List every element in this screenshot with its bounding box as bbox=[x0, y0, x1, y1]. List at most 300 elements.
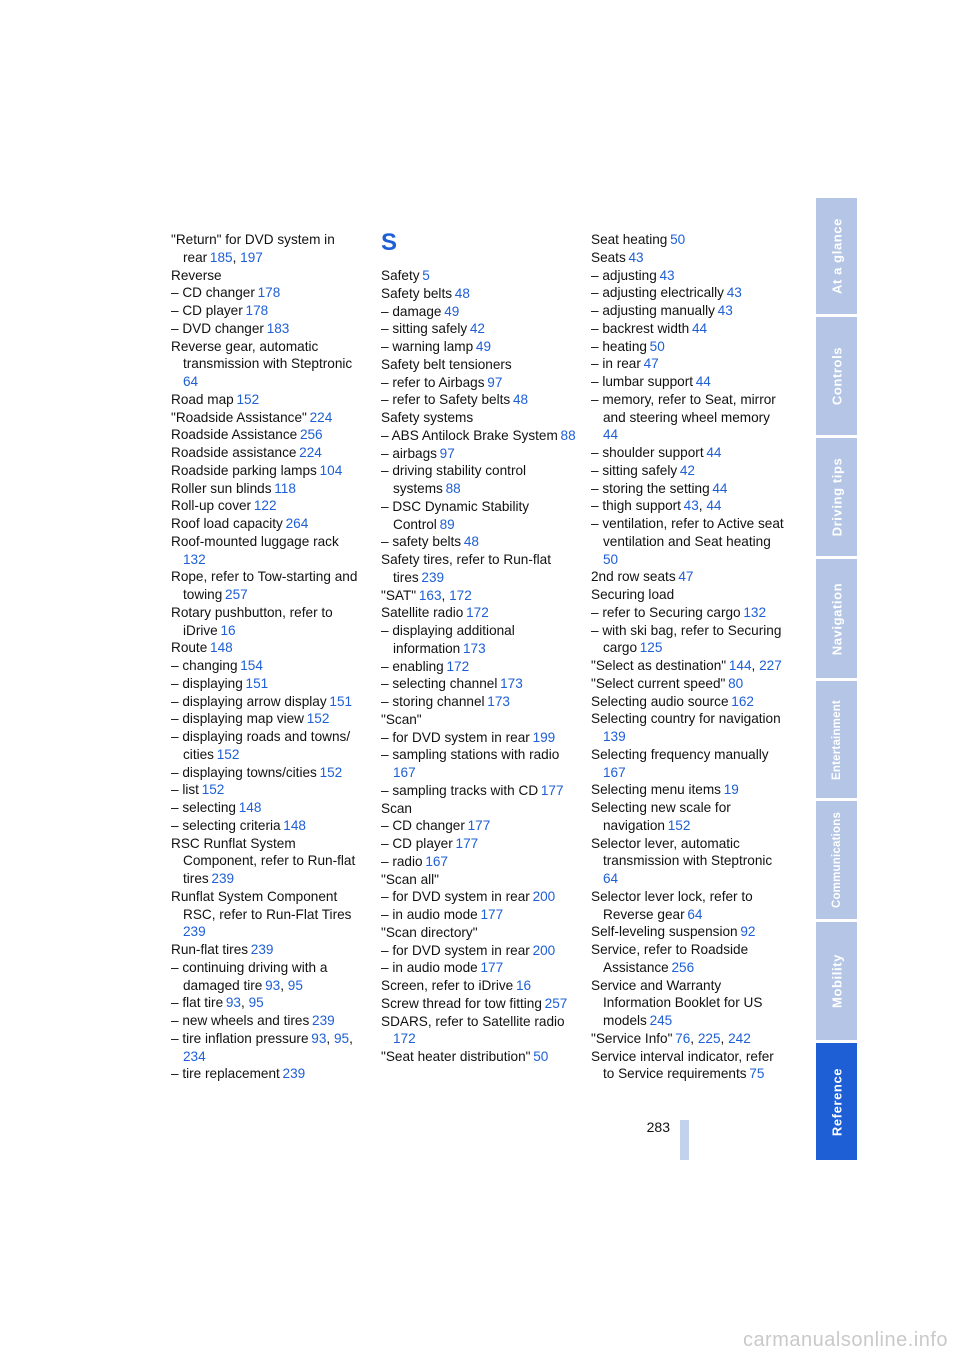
index-entry bbox=[381, 658, 577, 676]
index-entry bbox=[381, 391, 577, 409]
page-reference-link[interactable]: 97 bbox=[439, 445, 455, 461]
index-entry-text: – in audio mode bbox=[381, 960, 478, 976]
index-entry-text: "Seat heater distribution" bbox=[381, 1049, 531, 1064]
index-entry bbox=[171, 444, 361, 462]
page-reference-link[interactable]: 43 bbox=[628, 249, 644, 265]
index-entry-text: Selecting frequency manually bbox=[591, 746, 769, 762]
section-tab-reference[interactable] bbox=[816, 1043, 857, 1160]
index-entry bbox=[381, 427, 577, 445]
page-reference-link[interactable]: 239 bbox=[211, 871, 235, 886]
page-reference-link[interactable]: 148 bbox=[210, 640, 233, 656]
page-reference-link[interactable]: 151 bbox=[245, 675, 269, 691]
index-entry-text: Reverse gear, automatic transmission with Steptronic bbox=[171, 338, 353, 372]
index-entry-text: "Scan" bbox=[381, 711, 422, 727]
index-entry bbox=[171, 568, 361, 604]
index-entry-text: – storing channel bbox=[381, 694, 485, 709]
index-entry-text: Self-leveling suspension bbox=[591, 924, 738, 940]
page-reference-link[interactable]: 93 bbox=[265, 977, 281, 993]
index-entry bbox=[591, 444, 787, 462]
index-entry-text: Selecting country for navigation bbox=[591, 711, 781, 727]
index-entry-text: "Scan all" bbox=[381, 871, 440, 887]
page-separator: , bbox=[751, 658, 760, 673]
index-entry-text: Service and Warranty Information Booklet for US models bbox=[591, 977, 763, 1028]
index-entry-text: – CD changer bbox=[381, 818, 465, 834]
index-entry-text: – flat tire bbox=[171, 995, 224, 1011]
page-reference-link[interactable]: 264 bbox=[285, 516, 309, 531]
index-entry-text: – sitting safely bbox=[381, 321, 468, 337]
index-entry-text: Route bbox=[171, 640, 208, 656]
index-entry bbox=[591, 231, 787, 249]
index-entry bbox=[381, 782, 577, 800]
index-entry bbox=[171, 728, 361, 764]
index-entry-text: Selector lever lock, refer to Reverse gear bbox=[591, 888, 753, 922]
index-entry-text: – in audio mode bbox=[381, 907, 478, 922]
page-reference-link[interactable]: 43 bbox=[659, 267, 675, 283]
index-entry-text: – in rear bbox=[591, 356, 641, 372]
page-reference-link[interactable]: 89 bbox=[439, 516, 455, 532]
section-tab-label: Controls bbox=[829, 346, 844, 406]
page-reference-link[interactable]: 256 bbox=[671, 959, 695, 975]
index-entry-text: Screw thread for tow fitting bbox=[381, 995, 542, 1011]
page-reference-link[interactable]: 256 bbox=[299, 427, 323, 443]
index-entry-text: – enabling bbox=[381, 658, 444, 674]
index-entry bbox=[381, 800, 577, 818]
index-entry bbox=[591, 1030, 787, 1048]
index-entry-text: – selecting criteria bbox=[171, 817, 281, 833]
index-entry bbox=[591, 888, 787, 924]
page-reference-link[interactable]: 49 bbox=[475, 339, 492, 354]
index-entry bbox=[171, 604, 361, 640]
index-entry bbox=[381, 622, 577, 658]
index-entry-text: Roll-up cover bbox=[171, 498, 252, 514]
index-entry bbox=[381, 942, 577, 960]
page-number: 283 bbox=[646, 1119, 670, 1135]
page-reference-link[interactable]: 234 bbox=[183, 1048, 206, 1064]
index-entry bbox=[171, 480, 361, 498]
page-reference-link[interactable]: 76 bbox=[675, 1030, 691, 1046]
page-reference-link[interactable]: 48 bbox=[454, 285, 470, 301]
page-reference-link[interactable]: 44 bbox=[603, 427, 619, 443]
index-entry bbox=[171, 1012, 361, 1030]
index-entry-text: – for DVD system in rear bbox=[381, 889, 530, 905]
index-entry-text: Satellite radio bbox=[381, 605, 464, 621]
index-entry-text: – thigh support bbox=[591, 498, 681, 514]
page-reference-link[interactable]: 44 bbox=[706, 498, 722, 514]
index-entry-text: – tire replacement bbox=[171, 1066, 280, 1082]
index-entry bbox=[591, 497, 787, 515]
index-entry bbox=[591, 391, 787, 444]
page-reference-link[interactable]: 104 bbox=[319, 462, 343, 478]
page-separator: , bbox=[698, 498, 707, 514]
page-reference-link[interactable]: 177 bbox=[540, 782, 564, 798]
index-entry bbox=[381, 995, 577, 1013]
index-entry-text: – damage bbox=[381, 303, 442, 319]
page-reference-link[interactable]: 48 bbox=[512, 392, 529, 408]
index-entry-text: – displaying additional information bbox=[381, 623, 515, 656]
page-reference-link[interactable]: 43 bbox=[717, 303, 733, 318]
index-entry bbox=[381, 853, 577, 871]
index-entry bbox=[381, 356, 577, 374]
page-reference-link[interactable]: 152 bbox=[236, 391, 260, 407]
page-reference-link[interactable]: 95 bbox=[248, 995, 264, 1011]
index-entry-text: Reverse bbox=[171, 267, 222, 283]
page-reference-link[interactable]: 95 bbox=[333, 1030, 350, 1046]
index-entry-text: Selecting audio source bbox=[591, 693, 729, 709]
index-entry bbox=[381, 338, 577, 356]
index-entry-text: – refer to Securing cargo bbox=[591, 604, 741, 620]
page-reference-link[interactable]: 139 bbox=[603, 729, 626, 744]
index-entry bbox=[591, 657, 787, 675]
page-reference-link[interactable]: 257 bbox=[544, 995, 568, 1011]
index-entry-text: 2nd row seats bbox=[591, 569, 676, 585]
index-entry-text: – refer to Airbags bbox=[381, 374, 485, 390]
index-entry bbox=[381, 374, 577, 392]
page-reference-link[interactable]: 125 bbox=[639, 640, 663, 656]
index-entry bbox=[171, 533, 361, 569]
index-entry-text: – ventilation, refer to Active seat ventilation and Seat heating bbox=[591, 516, 784, 549]
index-entry-text: Safety belt tensioners bbox=[381, 356, 512, 372]
page-reference-link[interactable]: 5 bbox=[422, 268, 430, 283]
index-entry-text: Service, refer to Roadside Assistance bbox=[591, 942, 749, 975]
page-reference-link[interactable]: 92 bbox=[740, 924, 756, 940]
index-entry-text: – DSC Dynamic Stability Control bbox=[381, 498, 530, 532]
page-reference-link[interactable]: 80 bbox=[728, 675, 744, 691]
section-tab-label: Driving tips bbox=[829, 457, 844, 537]
index-entry bbox=[591, 515, 787, 568]
index-entry-text: – CD player bbox=[171, 303, 243, 318]
index-entry bbox=[381, 267, 577, 285]
section-tab-label: Communications bbox=[830, 811, 843, 909]
page-reference-link[interactable]: 177 bbox=[480, 907, 504, 922]
page-reference-link[interactable]: 172 bbox=[446, 658, 470, 674]
index-entry bbox=[171, 515, 361, 533]
index-entry bbox=[591, 302, 787, 320]
page-reference-link[interactable]: 239 bbox=[282, 1066, 306, 1082]
page-reference-link[interactable]: 152 bbox=[216, 746, 240, 762]
index-entry bbox=[171, 639, 361, 657]
page-reference-link[interactable]: 167 bbox=[425, 853, 448, 869]
index-entry-text: – new wheels and tires bbox=[171, 1013, 310, 1028]
index-entry bbox=[381, 604, 577, 622]
index-entry bbox=[591, 480, 787, 498]
index-entry-text: – displaying towns/cities bbox=[171, 764, 317, 780]
index-entry bbox=[381, 977, 577, 995]
page-reference-link[interactable]: 224 bbox=[299, 445, 322, 460]
index-entry bbox=[591, 355, 787, 373]
index-entry-text: – DVD changer bbox=[171, 320, 264, 336]
index-entry-text: – changing bbox=[171, 658, 238, 673]
page-reference-link[interactable]: 42 bbox=[679, 462, 695, 478]
index-entry-text: "Scan directory" bbox=[381, 924, 478, 940]
page-reference-link[interactable]: 16 bbox=[515, 978, 532, 993]
index-entry-text: Selecting new scale for navigation bbox=[591, 800, 731, 833]
index-entry bbox=[381, 817, 577, 835]
index-entry-text: Roof load capacity bbox=[171, 516, 283, 531]
page-reference-link[interactable]: 148 bbox=[238, 800, 262, 815]
page-reference-link[interactable]: 148 bbox=[283, 817, 306, 833]
page-reference-link[interactable]: 152 bbox=[201, 782, 225, 798]
index-entry bbox=[171, 835, 361, 888]
index-entry-text: – sampling tracks with CD bbox=[381, 782, 539, 798]
index-entry-text: – backrest width bbox=[591, 320, 690, 336]
page-reference-link[interactable]: 257 bbox=[225, 587, 248, 602]
index-entry-text: – continuing driving with a damaged tire bbox=[171, 959, 328, 993]
section-tab-label: Mobility bbox=[829, 954, 844, 1008]
index-entry bbox=[591, 249, 787, 267]
page-reference-link[interactable]: 50 bbox=[649, 338, 665, 354]
index-entry-text: Scan bbox=[381, 800, 412, 816]
index-entry bbox=[591, 710, 787, 746]
index-entry bbox=[591, 604, 787, 622]
index-entry bbox=[381, 693, 577, 711]
page-reference-link[interactable]: 88 bbox=[560, 427, 576, 443]
page-reference-link[interactable]: 239 bbox=[183, 924, 206, 940]
page-separator: , bbox=[441, 587, 450, 603]
page-reference-link[interactable]: 197 bbox=[240, 249, 263, 265]
index-entry-text: – refer to Safety belts bbox=[381, 392, 511, 408]
index-column-2 bbox=[381, 231, 577, 1066]
page-reference-link[interactable]: 75 bbox=[749, 1066, 765, 1082]
page-reference-link[interactable]: 49 bbox=[444, 303, 460, 319]
section-tab-entertainment[interactable] bbox=[816, 681, 857, 798]
page-reference-link[interactable]: 64 bbox=[603, 871, 619, 886]
page-reference-link[interactable]: 177 bbox=[480, 960, 504, 976]
index-entry bbox=[381, 409, 577, 427]
index-entry bbox=[381, 462, 577, 498]
index-entry-text: – displaying map view bbox=[171, 711, 304, 727]
index-entry bbox=[171, 888, 361, 941]
watermark: carmanualsonline.info bbox=[742, 1329, 948, 1351]
page-reference-link[interactable]: 16 bbox=[220, 622, 236, 638]
page-reference-link[interactable]: 178 bbox=[245, 303, 269, 318]
index-entry bbox=[591, 799, 787, 835]
index-entry-text: "Select as destination" bbox=[591, 658, 727, 673]
page-reference-link[interactable]: 42 bbox=[469, 321, 485, 337]
page-reference-link[interactable]: 224 bbox=[309, 409, 333, 425]
page-reference-link[interactable]: 48 bbox=[463, 534, 479, 550]
index-entry-text: – for DVD system in rear bbox=[381, 729, 530, 745]
page-reference-link[interactable]: 118 bbox=[274, 480, 296, 496]
page-reference-link[interactable]: 43 bbox=[683, 498, 699, 514]
section-tab-navigation[interactable] bbox=[816, 559, 857, 678]
page-reference-link[interactable]: 172 bbox=[449, 587, 472, 603]
index-entry-text: Seat heating bbox=[591, 232, 668, 247]
section-tab-mobility[interactable] bbox=[816, 922, 857, 1040]
index-entry bbox=[171, 941, 361, 959]
page-reference-link[interactable]: 88 bbox=[445, 481, 461, 496]
index-entry bbox=[591, 462, 787, 480]
index-entry-text: Roadside Assistance bbox=[171, 427, 298, 443]
page-reference-link[interactable]: 173 bbox=[500, 676, 523, 692]
page-reference-link[interactable]: 44 bbox=[712, 480, 728, 496]
index-entry-text: – sampling stations with radio bbox=[381, 747, 560, 763]
page-reference-link[interactable]: 154 bbox=[240, 658, 263, 673]
index-entry bbox=[171, 320, 361, 338]
page-reference-link[interactable]: 50 bbox=[603, 551, 619, 567]
index-entry-text: – shoulder support bbox=[591, 445, 704, 460]
index-entry bbox=[381, 320, 577, 338]
page-reference-link[interactable]: 93 bbox=[225, 995, 241, 1011]
index-entry bbox=[171, 781, 361, 799]
page-reference-link[interactable]: 242 bbox=[728, 1030, 751, 1046]
index-entry-text: Roller sun blinds bbox=[171, 480, 272, 496]
page-reference-link[interactable]: 173 bbox=[462, 640, 486, 656]
page-reference-link[interactable]: 183 bbox=[266, 320, 290, 336]
page-reference-link[interactable]: 167 bbox=[603, 764, 626, 780]
index-entry-text: – adjusting bbox=[591, 267, 657, 283]
page-reference-link[interactable]: 47 bbox=[678, 569, 694, 585]
page-reference-link[interactable]: 19 bbox=[723, 782, 739, 798]
page-reference-link[interactable]: 64 bbox=[183, 374, 199, 389]
page-reference-link[interactable]: 93 bbox=[311, 1030, 327, 1046]
page-reference-link[interactable]: 132 bbox=[743, 604, 767, 620]
index-entry-text: "Return" for DVD system in rear bbox=[171, 232, 335, 265]
page-reference-link[interactable]: 50 bbox=[670, 232, 686, 247]
index-entry bbox=[591, 977, 787, 1030]
index-entry-text: Safety systems bbox=[381, 410, 474, 425]
index-entry bbox=[381, 675, 577, 693]
index-entry-text: Safety tires, refer to Run-flat tires bbox=[381, 552, 551, 585]
page-reference-link[interactable]: 200 bbox=[532, 942, 556, 958]
index-entry-text: Selector lever, automatic transmission with Steptronic bbox=[591, 835, 773, 869]
page-reference-link[interactable]: 172 bbox=[466, 605, 489, 621]
page-reference-link[interactable]: 64 bbox=[687, 906, 703, 922]
page-reference-link[interactable]: 144 bbox=[728, 658, 752, 673]
section-tab-label: Entertainment bbox=[830, 699, 843, 780]
page-separator: , bbox=[690, 1030, 698, 1046]
index-column-3 bbox=[591, 231, 787, 1083]
index-entry-text: RSC Runflat System Component, refer to Run-flat tires bbox=[171, 835, 356, 886]
page-reference-link[interactable]: 227 bbox=[759, 658, 782, 673]
page-reference-link[interactable]: 239 bbox=[250, 942, 274, 957]
index-entry bbox=[171, 1065, 361, 1083]
page-number-bar bbox=[680, 1120, 689, 1160]
index-entry bbox=[381, 711, 577, 729]
page-reference-link[interactable]: 132 bbox=[183, 551, 206, 567]
page-reference-link[interactable]: 185 bbox=[209, 249, 233, 265]
section-tab-label: At a glance bbox=[829, 218, 844, 294]
page-reference-link[interactable]: 43 bbox=[726, 285, 742, 301]
section-tab-communications[interactable] bbox=[816, 801, 857, 919]
page-reference-link[interactable]: 151 bbox=[329, 693, 353, 709]
index-entry bbox=[171, 693, 361, 711]
page-reference-link[interactable]: 177 bbox=[467, 818, 491, 834]
section-tab-controls[interactable] bbox=[816, 317, 857, 435]
index-entry-text: Securing load bbox=[591, 587, 675, 602]
index-entry-text: – lumbar support bbox=[591, 374, 694, 389]
index-entry bbox=[171, 764, 361, 782]
index-entry bbox=[381, 551, 577, 587]
index-entry-text: Selecting menu items bbox=[591, 782, 721, 798]
index-entry-text: Rotary pushbutton, refer to iDrive bbox=[171, 604, 333, 638]
page-separator: , bbox=[720, 1030, 729, 1046]
index-entry bbox=[171, 409, 361, 427]
index-entry-text: – tire inflation pressure bbox=[171, 1030, 309, 1046]
index-entry-text: Roof-mounted luggage rack bbox=[171, 533, 339, 549]
index-entry bbox=[381, 303, 577, 321]
page-reference-link[interactable]: 178 bbox=[257, 285, 281, 301]
index-entry-text: – storing the setting bbox=[591, 480, 710, 496]
page-reference-link[interactable]: 44 bbox=[706, 445, 722, 460]
page-reference-link[interactable]: 245 bbox=[649, 1013, 673, 1028]
page-reference-link[interactable]: 225 bbox=[697, 1030, 721, 1046]
index-entry-text: – list bbox=[171, 782, 199, 798]
page-reference-link[interactable]: 47 bbox=[643, 356, 659, 372]
section-tab-driving-tips[interactable] bbox=[816, 438, 857, 556]
index-entry-text: "Service Info" bbox=[591, 1030, 673, 1046]
page-reference-link[interactable]: 97 bbox=[487, 374, 503, 390]
page-reference-link[interactable]: 152 bbox=[306, 711, 330, 727]
page-reference-link[interactable]: 162 bbox=[731, 693, 754, 709]
index-entry bbox=[381, 1013, 577, 1049]
index-entry-text: – driving stability control systems bbox=[381, 463, 527, 496]
page-reference-link[interactable]: 44 bbox=[695, 374, 711, 389]
index-entry-text: "Roadside Assistance" bbox=[171, 409, 307, 425]
index-letter-heading: S bbox=[381, 229, 398, 256]
index-entry bbox=[591, 320, 787, 338]
page-reference-link[interactable]: 239 bbox=[421, 569, 445, 585]
index-entry-text: Runflat System Component RSC, refer to Run-Flat Tires bbox=[171, 888, 352, 922]
section-tabs bbox=[816, 198, 857, 1160]
index-entry bbox=[171, 675, 361, 693]
index-entry bbox=[171, 799, 361, 817]
index-entry bbox=[591, 835, 787, 888]
page-reference-link[interactable]: 163 bbox=[418, 587, 442, 603]
page-reference-link[interactable]: 44 bbox=[691, 320, 708, 336]
index-entry-text: – safety belts bbox=[381, 534, 462, 550]
page-separator: , bbox=[232, 249, 241, 265]
index-entry-text: – selecting channel bbox=[381, 676, 498, 692]
section-tab-at-a-glance[interactable] bbox=[816, 198, 857, 314]
page-reference-link[interactable]: 50 bbox=[533, 1049, 549, 1064]
page-reference-link[interactable]: 152 bbox=[319, 764, 343, 780]
page-reference-link[interactable]: 95 bbox=[287, 977, 303, 993]
page-reference-link[interactable]: 199 bbox=[532, 729, 556, 745]
index-entry bbox=[591, 746, 787, 782]
index-entry-text: – heating bbox=[591, 338, 647, 354]
index-entry bbox=[171, 959, 361, 995]
page-reference-link[interactable]: 167 bbox=[393, 765, 416, 780]
index-entry-text: Safety belts bbox=[381, 285, 453, 301]
index-entry-text: Service interval indicator, refer to Service requirements bbox=[591, 1048, 774, 1082]
page-reference-link[interactable]: 239 bbox=[312, 1013, 335, 1028]
index-entry bbox=[381, 871, 577, 889]
index-entry bbox=[591, 675, 787, 693]
index-entry bbox=[381, 445, 577, 463]
index-entry-text: – memory, refer to Seat, mirror and steering wheel memory bbox=[591, 391, 776, 425]
index-entry bbox=[381, 835, 577, 853]
index-entry-text: Road map bbox=[171, 391, 234, 407]
index-entry bbox=[171, 302, 361, 320]
page-separator: , bbox=[326, 1030, 334, 1046]
page-reference-link[interactable]: 200 bbox=[532, 889, 556, 905]
index-entry-text: – CD player bbox=[381, 836, 453, 851]
page-reference-link[interactable]: 173 bbox=[487, 694, 510, 709]
page-reference-link[interactable]: 152 bbox=[667, 817, 691, 833]
index-entry bbox=[381, 1048, 577, 1066]
page-reference-link[interactable]: 177 bbox=[455, 836, 479, 851]
index-entry bbox=[591, 693, 787, 711]
page-reference-link[interactable]: 172 bbox=[393, 1031, 416, 1047]
index-entry bbox=[381, 924, 577, 942]
index-entry-text: Safety bbox=[381, 268, 420, 283]
index-entry-text: – radio bbox=[381, 853, 423, 869]
page-reference-link[interactable]: 122 bbox=[253, 498, 277, 514]
index-entry bbox=[171, 231, 361, 267]
index-entry-text: – with ski bag, refer to Securing cargo bbox=[591, 622, 782, 656]
index-entry bbox=[381, 906, 577, 924]
index-entry-text: Rope, refer to Tow-starting and towing bbox=[171, 569, 358, 602]
